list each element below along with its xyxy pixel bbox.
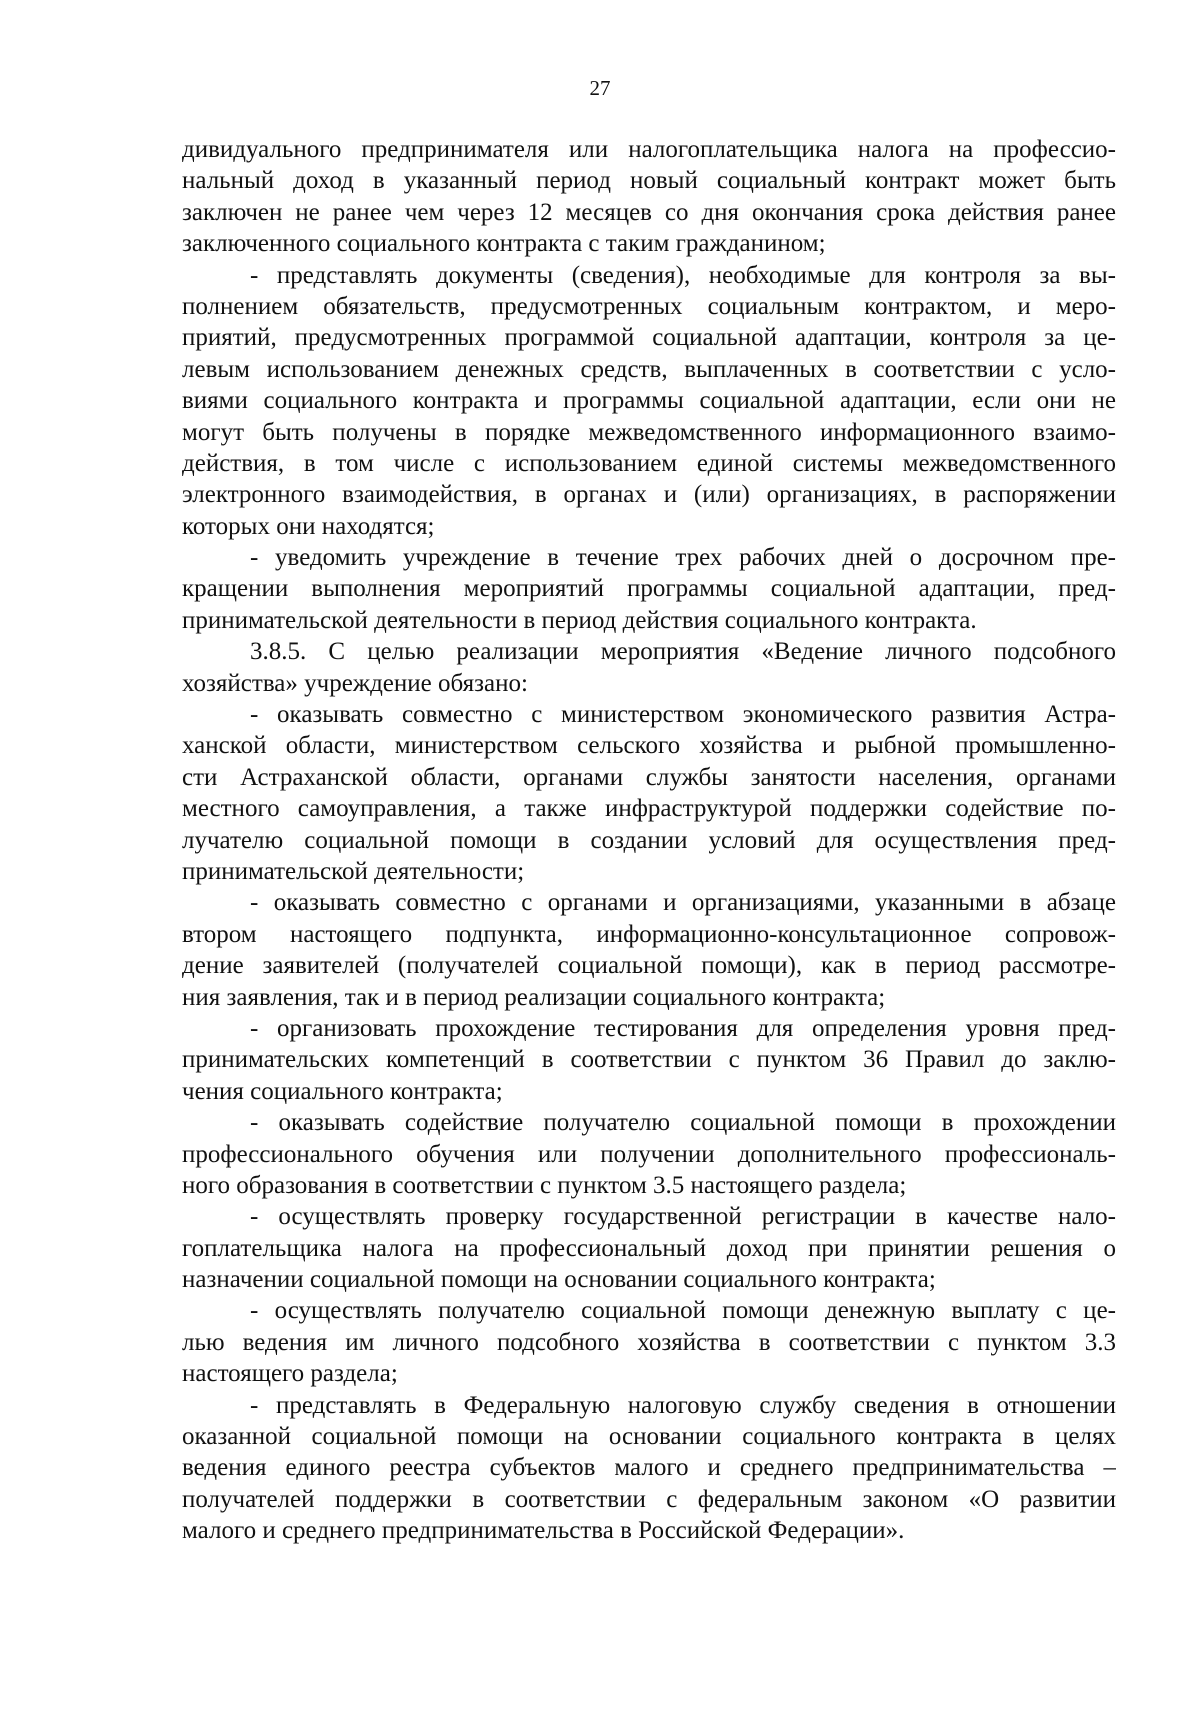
text-line: сти Астраханской области, органами службы занятости населения, органами bbox=[182, 763, 1116, 791]
paragraph bbox=[182, 1107, 1116, 1201]
text-line: - осуществлять получателю социальной помощи денежную выплату с це- bbox=[250, 1297, 1116, 1325]
text-line: получателей поддержки в соответствии с федеральным законом «О развитии bbox=[182, 1485, 1116, 1513]
text-line: принимательских компетенций в соответствии с пунктом 36 Правил до заклю- bbox=[182, 1046, 1116, 1074]
text-line: действия, в том числе с использованием единой системы межведомственного bbox=[182, 449, 1116, 477]
text-line: - организовать прохождение тестирования для определения уровня пред- bbox=[250, 1014, 1116, 1042]
text-line: левым использованием денежных средств, выплаченных в соответствии с усло- bbox=[182, 355, 1116, 383]
text-line: профессионального обучения или получении дополнительного профессиональ- bbox=[182, 1140, 1116, 1168]
paragraph bbox=[182, 542, 1116, 636]
text-line: принимательской деятельности; bbox=[182, 857, 525, 885]
text-line: дение заявителей (получателей социальной помощи), как в период рассмотре- bbox=[182, 952, 1116, 980]
text-line: - осуществлять проверку государственной регистрации в качестве нало- bbox=[250, 1203, 1116, 1231]
text-line: - оказывать содействие получателю социальной помощи в прохождении bbox=[250, 1109, 1116, 1137]
text-line: ведения единого реестра субъектов малого и среднего предпринимательства – bbox=[182, 1454, 1116, 1482]
text-line: ния заявления, так и в период реализации социального контракта; bbox=[182, 983, 886, 1011]
text-line: которых они находятся; bbox=[182, 512, 435, 540]
paragraph bbox=[182, 699, 1116, 887]
page-number: 27 bbox=[589, 76, 611, 100]
paragraph bbox=[182, 260, 1116, 543]
text-line: могут быть получены в порядке межведомственного информационного взаимо- bbox=[182, 418, 1116, 446]
text-line: чения социального контракта; bbox=[182, 1077, 503, 1105]
text-line: гоплательщика налога на профессиональный доход при принятии решения о bbox=[182, 1234, 1116, 1262]
document-body bbox=[182, 134, 1116, 1547]
text-line: - представлять в Федеральную налоговую службу сведения в отношении bbox=[250, 1391, 1116, 1419]
paragraph bbox=[182, 134, 1116, 260]
text-line: ханской области, министерством сельского хозяйства и рыбной промышленно- bbox=[182, 732, 1116, 760]
paragraph bbox=[182, 1295, 1116, 1389]
text-line: настоящего раздела; bbox=[182, 1360, 398, 1388]
text-line: заключенного социального контракта с таким гражданином; bbox=[182, 230, 826, 258]
text-line: оказанной социальной помощи на основании социального контракта в целях bbox=[182, 1423, 1116, 1451]
paragraph bbox=[182, 636, 1116, 699]
text-line: - оказывать совместно с министерством экономического развития Астра- bbox=[250, 701, 1116, 729]
paragraph bbox=[182, 887, 1116, 1013]
text-line: лью ведения им личного подсобного хозяйства в соответствии с пунктом 3.3 bbox=[182, 1328, 1116, 1356]
text-line: местного самоуправления, а также инфраструктурой поддержки содействие по- bbox=[182, 795, 1116, 823]
text-line: принимательской деятельности в период действия социального контракта. bbox=[182, 606, 977, 634]
text-line: приятий, предусмотренных программой социальной адаптации, контроля за це- bbox=[182, 324, 1116, 352]
text-line: электронного взаимодействия, в органах и (или) организациях, в распоряжении bbox=[182, 481, 1116, 509]
text-line: полнением обязательств, предусмотренных социальным контрактом, и меро- bbox=[182, 292, 1116, 320]
text-line: ного образования в соответствии с пунктом 3.5 настоящего раздела; bbox=[182, 1171, 907, 1199]
text-line: - уведомить учреждение в течение трех рабочих дней о досрочном пре- bbox=[250, 544, 1116, 572]
text-line: - представлять документы (сведения), необходимые для контроля за вы- bbox=[250, 261, 1116, 289]
text-line: малого и среднего предпринимательства в Российской Федерации». bbox=[182, 1517, 905, 1545]
text-line: виями социального контракта и программы социальной адаптации, если они не bbox=[182, 387, 1116, 415]
paragraph bbox=[182, 1390, 1116, 1547]
text-line: кращении выполнения мероприятий программы социальной адаптации, пред- bbox=[182, 575, 1116, 603]
paragraph bbox=[182, 1013, 1116, 1107]
text-line: лучателю социальной помощи в создании условий для осуществления пред- bbox=[182, 826, 1116, 854]
text-line: дивидуального предпринимателя или налогоплательщика налога на профессио- bbox=[182, 136, 1116, 163]
text-line: назначении социальной помощи на основании социального контракта; bbox=[182, 1266, 936, 1294]
text-line: заключен не ранее чем через 12 месяцев со дня окончания срока действия ранее bbox=[182, 198, 1116, 226]
paragraph bbox=[182, 1201, 1116, 1295]
text-line: - оказывать совместно с органами и организациями, указанными в абзаце bbox=[250, 889, 1116, 917]
text-line: нальный доход в указанный период новый социальный контракт может быть bbox=[182, 167, 1116, 195]
text-line: втором настоящего подпункта, информационно-консультационное сопровож- bbox=[182, 920, 1116, 948]
text-line: хозяйства» учреждение обязано: bbox=[182, 669, 528, 697]
text-line: 3.8.5. С целью реализации мероприятия «Ведение личного подсобного bbox=[250, 638, 1116, 666]
